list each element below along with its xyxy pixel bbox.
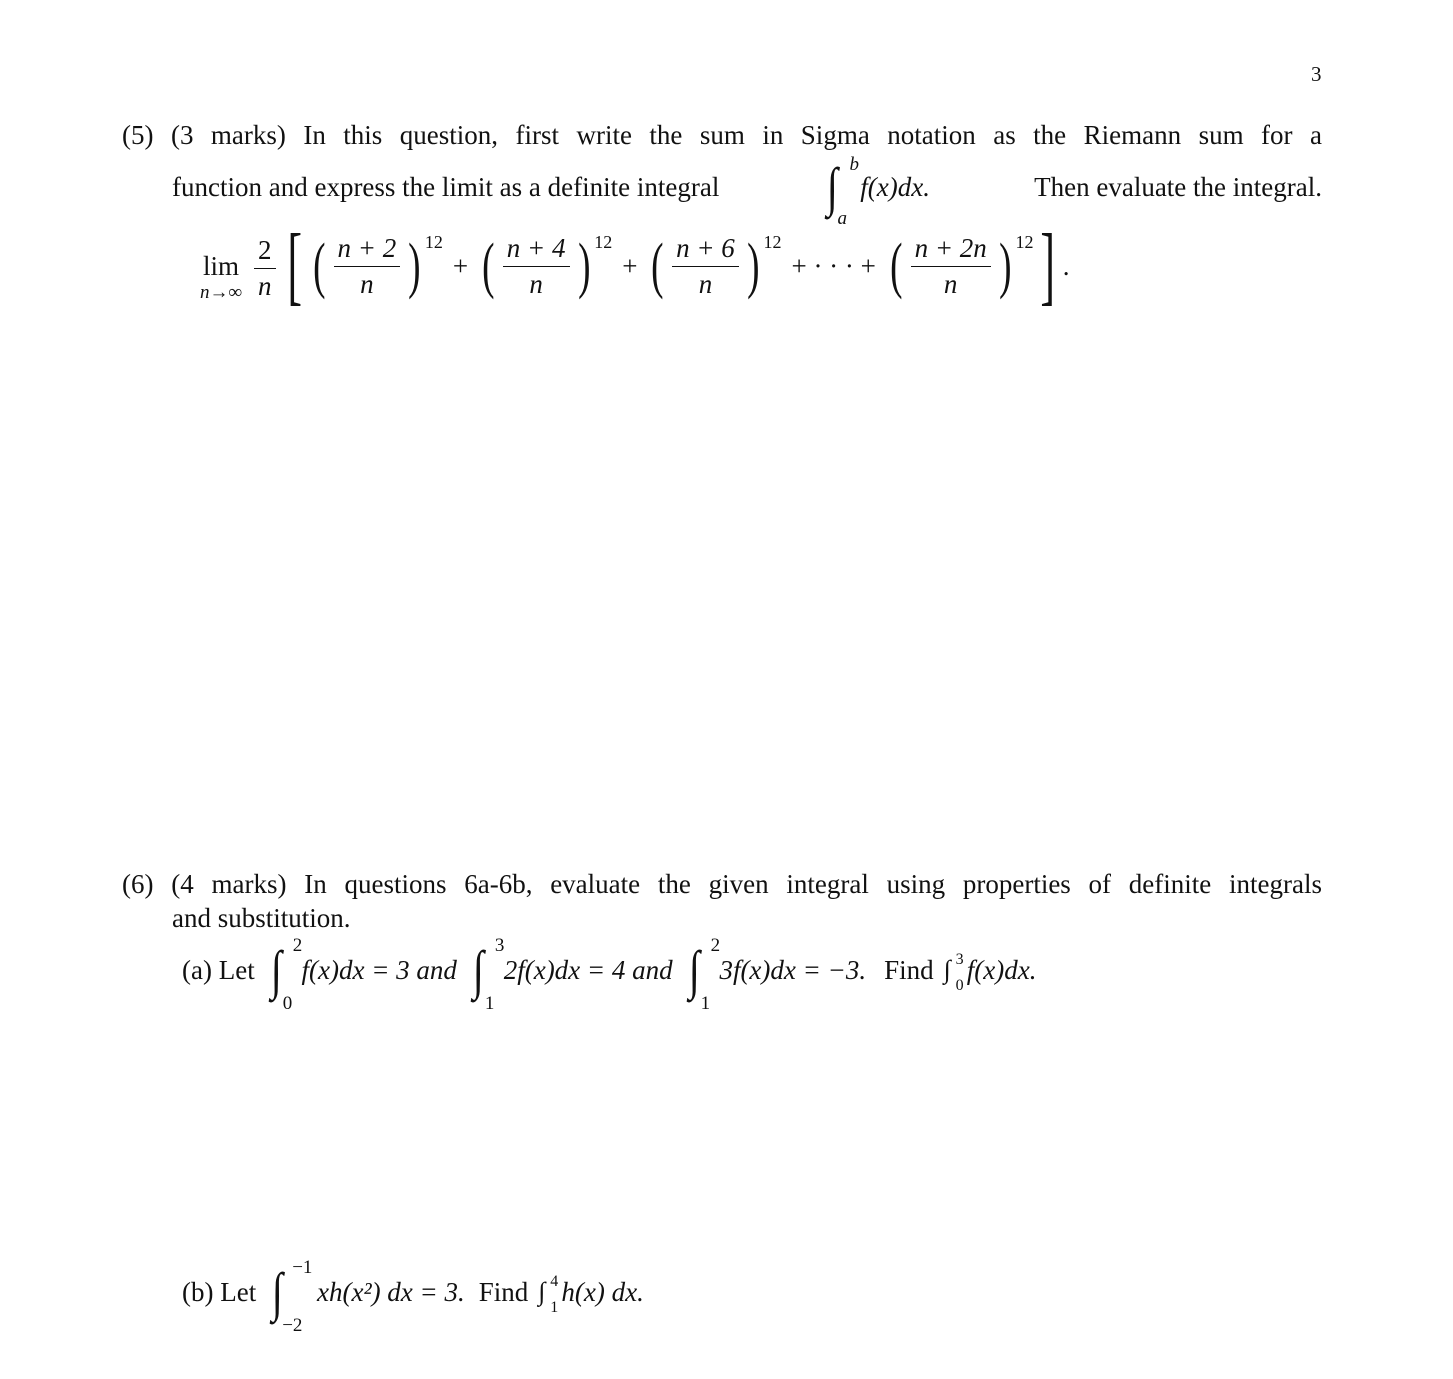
- q5-formula: [200, 217, 1070, 314]
- q6b-label: (b) Let: [182, 1276, 257, 1307]
- term-3: ( $\frac{n + 6}{n}$ ) 12: [651, 231, 782, 300]
- int-upper: 2: [292, 935, 303, 956]
- q6b-int1: [268, 1257, 465, 1336]
- integral-sign-icon: ∫: [472, 940, 484, 1000]
- q6b-find-int: [538, 1272, 644, 1316]
- right-bracket: ]: [1040, 217, 1056, 314]
- q6a-int2: [469, 935, 673, 1014]
- q6-line2: and substitution.: [172, 903, 351, 933]
- ellipsis: + · · · +: [791, 250, 876, 281]
- int-upper: 3: [955, 950, 964, 968]
- int-lower: 0: [282, 993, 293, 1014]
- integral-sign-icon: ∫: [272, 1262, 284, 1322]
- term-2: ( $\frac{n + 4}{n}$ ) 12: [482, 231, 613, 300]
- int-lower: 1: [700, 993, 711, 1014]
- plus: +: [622, 250, 638, 281]
- term-den: n: [698, 268, 713, 299]
- int-upper: b: [849, 154, 859, 175]
- period: .: [1062, 250, 1070, 281]
- integrand: f(x)dx.: [860, 171, 930, 202]
- integral-sign-icon: ∫: [943, 955, 951, 984]
- int-lower: 1: [484, 993, 495, 1014]
- integrand: 2f(x)dx = 4 and: [503, 954, 673, 985]
- int-lower: −2: [282, 1315, 303, 1336]
- q5-line2: [172, 154, 1322, 229]
- q6a: [182, 934, 1037, 1014]
- coef-fraction: [254, 235, 276, 302]
- q6b: [182, 1256, 644, 1336]
- term-num: n + 2: [334, 233, 401, 267]
- term-den: n: [943, 268, 958, 299]
- coef-num: 2: [254, 235, 276, 269]
- q6a-find-int: [943, 950, 1037, 994]
- term-exp: 12: [763, 231, 782, 252]
- term-exp: 12: [1015, 231, 1034, 252]
- int-upper: 3: [494, 935, 505, 956]
- q6a-int1: [267, 935, 457, 1014]
- plus: +: [452, 250, 469, 281]
- term-num: n + 6: [672, 233, 739, 267]
- q5-line2-pre: function and express the limit as a definite integral: [172, 171, 720, 202]
- term-den: n: [360, 268, 374, 299]
- int-upper: −1: [292, 1257, 313, 1278]
- term-den: n: [529, 268, 543, 299]
- integrand: h(x) dx.: [561, 1276, 644, 1307]
- integral-sign-icon: ∫: [827, 157, 839, 217]
- integral-sign-icon: ∫: [270, 940, 282, 1000]
- int-upper: 2: [710, 935, 721, 956]
- find-label: Find: [478, 1276, 529, 1307]
- integral-sign-icon: ∫: [688, 940, 700, 1000]
- int-lower: 0: [955, 976, 964, 994]
- q6-line1: (6) (4 marks) In questions 6a-6b, evaluate the given integral using properties of definite integrals: [122, 869, 1322, 899]
- page-number: 3: [1311, 62, 1322, 86]
- find-label: Find: [884, 954, 934, 985]
- term-num: n + 2n: [911, 233, 991, 267]
- integrand: f(x)dx.: [966, 954, 1037, 985]
- term-1: ( $\frac{n + 2}{n}$ ) 12: [312, 231, 443, 300]
- q6a-int3: [685, 935, 867, 1014]
- integrand: f(x)dx = 3 and: [301, 954, 457, 985]
- term-exp: 12: [424, 231, 443, 252]
- integral-sign-icon: ∫: [538, 1277, 546, 1306]
- lim-subscript: n→∞: [200, 281, 243, 303]
- q5-line2-post: Then evaluate the integral.: [1034, 171, 1322, 202]
- term-num: n + 4: [503, 233, 570, 267]
- int-lower: a: [837, 208, 847, 229]
- integrand: 3f(x)dx = −3.: [719, 954, 867, 985]
- term-4: ( $\frac{n + 2n}{n}$ ) 12: [890, 231, 1034, 300]
- q6a-label: (a) Let: [182, 954, 255, 985]
- term-exp: 12: [594, 231, 613, 252]
- int-upper: 4: [550, 1272, 559, 1290]
- lim-label: lim: [203, 250, 240, 281]
- left-bracket: [: [286, 217, 302, 314]
- q5-integral: [823, 154, 930, 229]
- q5-line1: (5) (3 marks) In this question, first write the sum in Sigma notation as the Riemann sum for a: [122, 120, 1322, 150]
- int-lower: 1: [550, 1298, 559, 1316]
- integrand: xh(x²) dx = 3.: [317, 1276, 465, 1307]
- coef-den: n: [258, 270, 272, 301]
